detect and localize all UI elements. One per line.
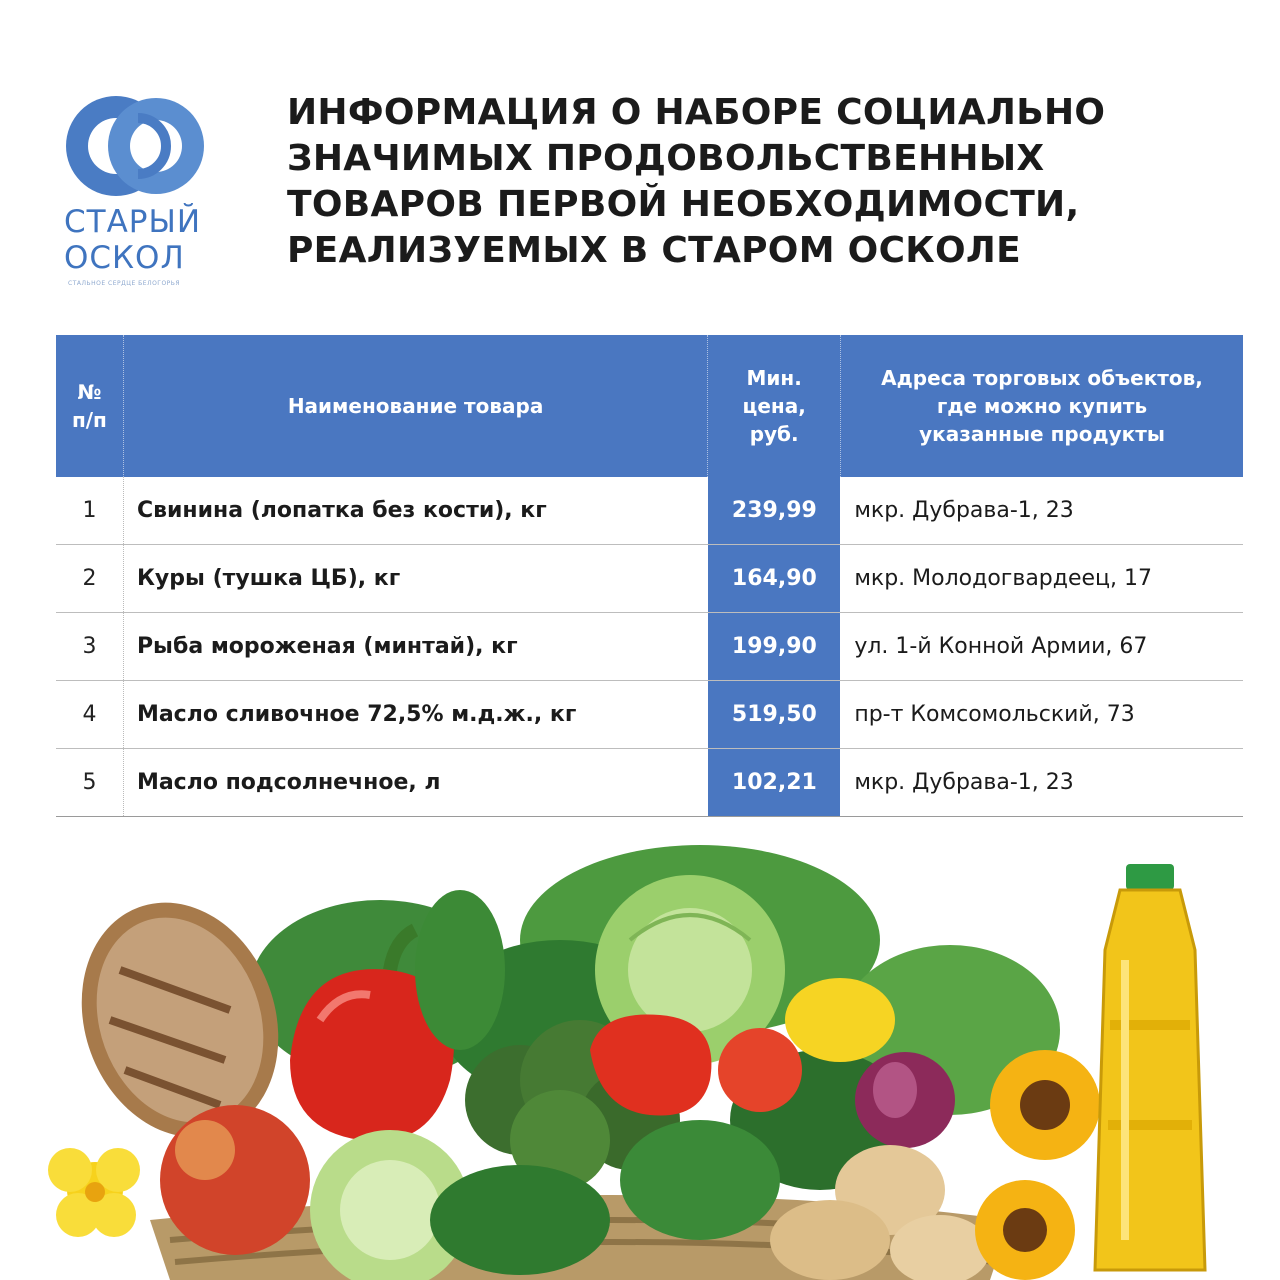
row-price: 199,90 xyxy=(708,613,840,680)
lemon-icon xyxy=(785,978,895,1062)
row-product-name: Рыба мороженая (минтай), кг xyxy=(136,634,518,659)
header-address xyxy=(840,335,1243,477)
oil-bottle-icon xyxy=(1095,864,1205,1270)
header-price xyxy=(707,335,840,477)
logo-wordmark xyxy=(64,204,224,276)
row-num: 4 xyxy=(56,681,124,748)
row-num: 3 xyxy=(56,613,124,680)
table-header xyxy=(56,335,1243,477)
apple-icon xyxy=(160,1105,310,1255)
header-price-line-1: Мин. xyxy=(746,366,802,390)
row-price: 102,21 xyxy=(708,749,840,816)
header-num xyxy=(56,335,123,477)
products-table xyxy=(56,335,1243,817)
row-num: 2 xyxy=(56,545,124,612)
zucchini-icon xyxy=(415,890,505,1050)
table-row xyxy=(56,545,1243,613)
header-num-line-2: п/п xyxy=(71,408,107,432)
city-logo xyxy=(58,88,228,298)
row-product-name: Масло подсолнечное, л xyxy=(136,770,441,795)
row-product-name: Свинина (лопатка без кости), кг xyxy=(136,498,547,523)
squash-flower-icon xyxy=(48,1148,140,1237)
row-product-name: Масло сливочное 72,5% м.д.ж., кг xyxy=(136,702,577,727)
header-name: Наименование товара xyxy=(123,335,708,477)
row-num: 5 xyxy=(56,749,124,816)
row-num: 1 xyxy=(56,477,124,544)
title-line-3: ТОВАРОВ ПЕРВОЙ НЕОБХОДИМОСТИ, xyxy=(287,184,1080,225)
tomato-icon xyxy=(718,1028,802,1112)
dill-icon xyxy=(620,1120,780,1240)
logo-rings-icon xyxy=(58,88,218,200)
page-title xyxy=(287,90,1247,274)
table-row xyxy=(56,477,1243,545)
row-address: ул. 1-й Конной Армии, 67 xyxy=(854,634,1148,659)
row-price: 519,50 xyxy=(708,681,840,748)
header-price-line-3: руб. xyxy=(749,422,799,446)
table-row xyxy=(56,613,1243,681)
logo-line-1: СТАРЫЙ xyxy=(64,204,202,240)
header-address-line-2: где можно купить xyxy=(936,394,1148,418)
header-num-line-1: № xyxy=(77,380,102,404)
logo-tagline: СТАЛЬНОЕ СЕРДЦЕ БЕЛОГОРЬЯ xyxy=(68,280,181,287)
parsley-icon xyxy=(430,1165,610,1275)
row-address: мкр. Дубрава-1, 23 xyxy=(854,498,1074,523)
onion-icon xyxy=(855,1052,955,1148)
row-address: мкр. Молодогвардеец, 17 xyxy=(854,566,1153,591)
row-price: 164,90 xyxy=(708,545,840,612)
table-row xyxy=(56,681,1243,749)
row-address: мкр. Дубрава-1, 23 xyxy=(854,770,1074,795)
table-row xyxy=(56,749,1243,817)
produce-illustration xyxy=(0,820,1280,1280)
header-address-line-3: указанные продукты xyxy=(919,422,1165,446)
row-address: пр-т Комсомольский, 73 xyxy=(854,702,1135,727)
title-line-1: ИНФОРМАЦИЯ О НАБОРЕ СОЦИАЛЬНО xyxy=(287,92,1106,133)
title-line-4: РЕАЛИЗУЕМЫХ В СТАРОМ ОСКОЛЕ xyxy=(287,230,1022,271)
header-price-line-2: цена, xyxy=(742,394,806,418)
title-line-2: ЗНАЧИМЫХ ПРОДОВОЛЬСТВЕННЫХ xyxy=(287,138,1045,179)
row-price: 239,99 xyxy=(708,477,840,544)
logo-line-2: ОСКОЛ xyxy=(64,240,185,276)
header-address-line-1: Адреса торговых объектов, xyxy=(881,366,1203,390)
row-product-name: Куры (тушка ЦБ), кг xyxy=(136,566,401,591)
